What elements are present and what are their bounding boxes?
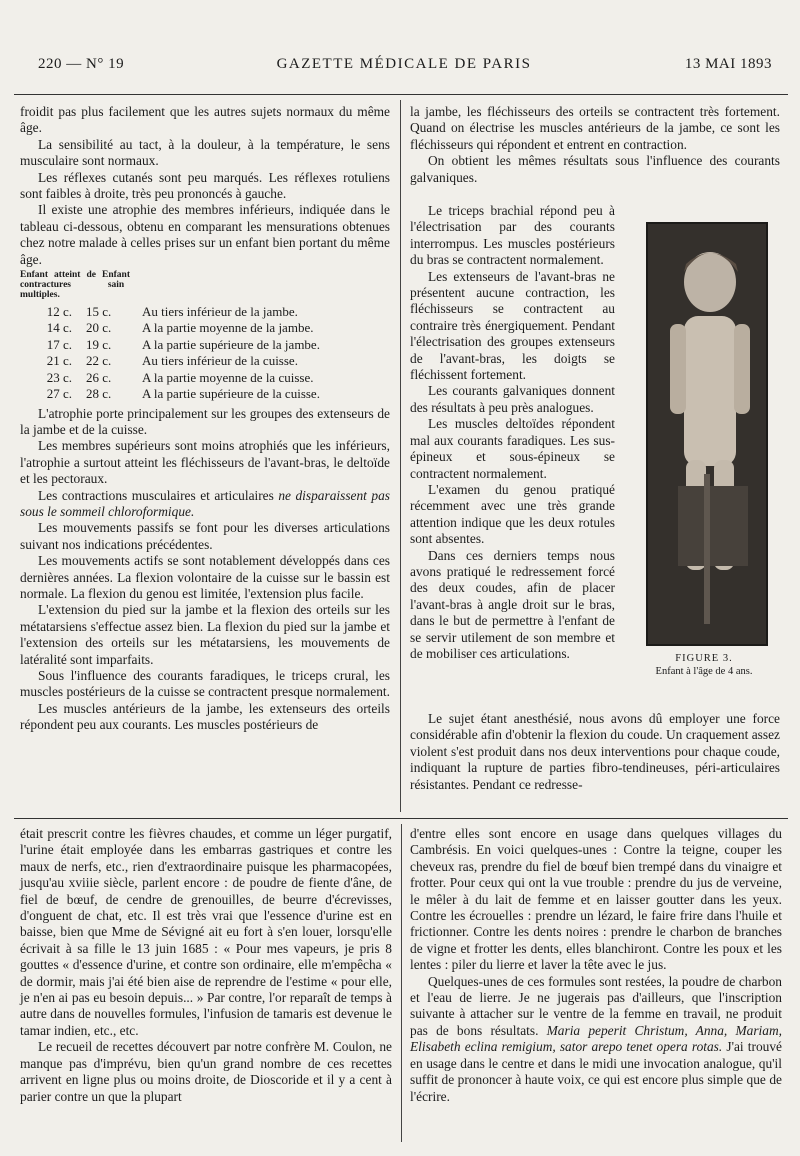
italic-text: ne disparaissent pas sous le sommeil chloroformique. [20,487,390,519]
cell: 28 c. [86,386,112,402]
paragraph: Les mouvements actifs se sont notablement développés dans ces dernières années. La flexion volontaire de la cuisse sur le bassin est normale. La flexion du genou est limitée, l'extension plus facile. [20,553,390,601]
cell: 20 c. [86,320,112,336]
running-header [30,56,778,78]
cell: A la partie supérieure de la jambe. [142,336,320,352]
paragraph: Les membres supérieurs sont moins atrophiés que les inférieurs, l'atrophie a surtout atteint les fléchisseurs de l'avant-bras, le deltoïde et les pectoraux. [20,438,390,487]
paragraph: Le recueil de recettes découvert par notre confrère M. Coulon, ne manque pas d'imprévu, bien qu'un grand nombre de ces recettes arrivent en ligne plus ou moins droite, de Dioscoride et il y a cent à parier contre un que la plupart [20,1039,392,1104]
cell: 19 c. [86,336,112,352]
child-photograph [646,222,768,646]
latin-inscription: Maria peperit Christum, Anna, Mariam, Elisabeth eclina remigium, sator arepo tenet opera rotas. [410,1022,782,1055]
cell: A la partie moyenne de la jambe. [142,320,314,336]
cell: A la partie supérieure de la cuisse. [142,386,320,402]
section-rule [14,818,788,819]
table-row [20,337,390,353]
paragraph: Le triceps brachial répond peu à l'électrisation par des courants interrompus. Les muscles postérieurs du bras se contractent normalement. [410,203,615,268]
column-divider [400,100,401,812]
text: J'ai trouvé en usage dans le centre et dans le midi une invocation analogue, qu'il suffit de prononcer à haute voix, ce qui est encore plus simple que de l'écrire. [410,1039,782,1104]
paragraph: Les réflexes cutanés sont peu marqués. Les réflexes rotuliens sont faibles à droite, très peu prononcés à gauche. [20,169,390,202]
cell: 17 c. [46,336,72,352]
table-header [20,270,390,300]
header-rule [14,94,788,95]
table-row [20,370,390,386]
text: Les contractions musculaires et articulaires [38,487,279,503]
paragraph: Le sujet étant anesthésié, nous avons dû employer une force considérable afin d'obtenir la flexion du coude. Un craquement assez violent s'est produit dans nos deux interventions pour chaque coude, indiquant la rupture de parties fibro-tendineuses, péri-articulaires résistantes. Pendant ce redresse- [410,711,780,792]
paragraph: L'extension du pied sur la jambe et la flexion des orteils sur les métatarsiens s'effectue assez bien. La flexion du pied sur la jambe et l'extension des orteils sur les métatarsiens, les mouvements de latéralité sont imparfaits. [20,602,390,667]
paragraph [20,488,390,521]
cell: 23 c. [46,369,72,385]
paragraph: Sous l'influence des courants faradiques, le triceps crural, les muscles postérieurs de la cuisse se contractent presque normalement. [20,668,390,700]
cell: 14 c. [46,320,72,336]
lower-right-column [410,826,782,1105]
cell: 15 c. [86,304,112,320]
paragraph: Il existe une atrophie des membres inférieurs, indiquée dans le tableau ci-dessous, obtenu en comparant les mensurations obtenues chez notre malade à celles prises sur un enfant bien portant du même âge. [20,202,390,267]
paragraph: La sensibilité au tact, à la douleur, à la température, le sens musculaire sont normaux. [20,136,390,169]
paragraph: Dans ces derniers temps nous avons pratiqué le redressement forcé des deux coudes, afin de placer l'avant-bras à angle droit sur le bras, dans le but de permettre à l'enfant de se servir utilement de son membre et de mobiliser ces articulations. [410,547,615,661]
table-row [20,320,390,336]
child-figure-icon [648,224,766,644]
lower-left-column [20,826,392,1105]
cell: 12 c. [46,304,72,320]
paragraph: d'entre elles sont encore en usage dans quelques villages du Cambrésis. En voici quelques-unes : Contre la teigne, couper les cheveux ras, prendre du fiel de bœuf bien trempé dans du vinaigre et frotter. Pour ceux qui ont la vue trouble : prendre du jus de verveine, le mêler à du lait de femme et en laisser goutter dans les yeux. Contre les écrouelles : prendre un lézard, le faire frire dans l'huile et frictionner. Contre les dents noires : prendre le charbon de branches de vigne et frotter les dents, elles blanchiront. Contre les poux et les lentes : piler du lierre et laver la tête avec le jus. [410,826,782,973]
measurement-table [20,270,390,402]
page-number: 220 — N° 19 [38,56,125,72]
paragraph: Les muscles deltoïdes répondent mal aux courants faradiques. Les sus-épineux et sous-épineux se contractent normalement. [410,416,615,481]
upper-right-narrow-column [410,203,615,662]
cell: 22 c. [86,353,112,369]
cell: 21 c. [46,353,72,369]
upper-left-column [20,104,390,734]
cell: A la partie moyenne de la cuisse. [142,369,314,385]
column-header-affected: Enfant atteint de contractures multiples. [20,270,96,301]
table-row [20,304,390,320]
paragraph: froidit pas plus facilement que les autres sujets normaux du même âge. [20,104,390,136]
paragraph [410,974,782,1105]
cell: Au tiers inférieur de la cuisse. [142,353,298,369]
journal-title: GAZETTE MÉDICALE DE PARIS [276,56,532,72]
column-header-healthy: Enfant sain [102,270,130,291]
cell: 27 c. [46,386,72,402]
paragraph: L'examen du genou pratiqué récemment avec une très grande attention indique que les deux rotules sont absentes. [410,481,615,547]
table-row [20,386,390,402]
figure-title: FIGURE 3. [675,653,733,664]
column-divider [401,824,402,1142]
figure-caption-text: Enfant à l'âge de 4 ans. [655,666,753,677]
text: Quelques-unes de ces formules sont restées, la poudre de charbon et l'eau de lierre. Je ne jugerais pas d'ailleurs, que l'inscription suivante à attacher sur le ventre de la femme en travail, ne produit pas de bons résultats. [410,973,782,1038]
paragraph: Les courants galvaniques donnent des résultats à peu près analogues. [410,383,615,415]
paragraph: Les muscles antérieurs de la jambe, les extenseurs des orteils répondent peu aux courants. Les muscles postérieurs de [20,700,390,733]
paragraph: Les mouvements passifs se font pour les diverses articulations suivant nos indications précédentes. [20,520,390,552]
cell: Au tiers inférieur de la jambe. [142,304,298,320]
issue-date: 13 MAI 1893 [684,56,772,72]
paragraph: était prescrit contre les fièvres chaudes, et comme un léger purgatif, l'urine était employée dans les embarras gastriques et contre les maux de nerfs, etc., rien d'extraordinaire puisque les pharmacopées, jusqu'au xviiie siècle, parlent encore : de poudre de fiente d'âne, de fiel de bœuf, de cendre de grenouilles, de beurre d'écrevisses, d'onguent de chat, etc. Il est très vrai que l'essence d'urine est en baisse, bien que Mme de Sévigné ait eu fort à s'en louer, lorsqu'elle écrivait à sa fille le 13 juin 1685 : « Pour mes vapeurs, je pris 8 gouttes « d'essence d'urine, et contre son ordinaire, elle m'empêcha « de dormir, mais j'ai été bien aise de reprendre de l'estime « pour elle, je n'en ai pas eu besoin depuis... » Par contre, l'or reparaît de temps à autre dans de nouvelles formules, l'infusion de tamaris est devenue le tamar indien, etc., etc. [20,826,392,1038]
upper-right-bottom [410,711,780,793]
paragraph: L'atrophie porte principalement sur les groupes des extenseurs de la jambe et de la cuisse. [20,405,390,437]
table-row [20,353,390,369]
paragraph: On obtient les mêmes résultats sous l'influence des courants galvaniques. [410,153,780,185]
paragraph: la jambe, les fléchisseurs des orteils se contractent très fortement. Quand on électrise les muscles antérieurs de la jambe, ce sont les fléchisseurs qui répondent et entrent en contraction. [410,104,780,152]
cell: 26 c. [86,369,112,385]
figure-caption [614,652,794,678]
paragraph: Les extenseurs de l'avant-bras ne présentent aucune contraction, les fléchisseurs se contractent au contraire très énergiquement. Pendant l'électrisation des groupes extenseurs de l'avant-bras, les doigts se fléchissent fortement. [410,268,615,383]
upper-right-column [410,104,780,186]
